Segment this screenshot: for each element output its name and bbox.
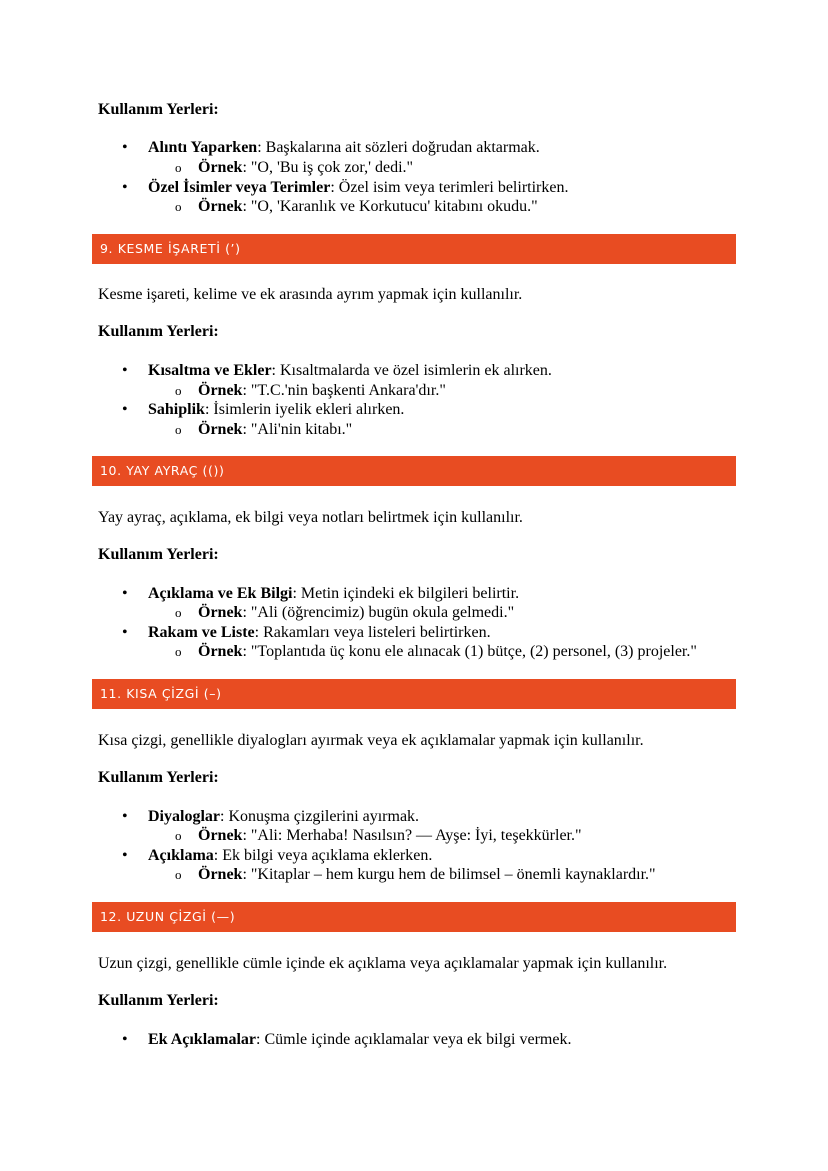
- example-item: [198, 420, 352, 440]
- item-desc: : Cümle içinde açıklamalar veya ek bilgi vermek.: [256, 1031, 572, 1048]
- list-item: [148, 623, 491, 643]
- item-term: Rakam ve Liste: [148, 624, 255, 641]
- item-term: Alıntı Yaparken: [148, 139, 258, 156]
- section-header-bar: [92, 234, 736, 264]
- example-item: [198, 642, 697, 662]
- list-item: [148, 361, 552, 381]
- section-title: 12. UZUN ÇİZGİ (—): [100, 909, 236, 924]
- section-title: 10. YAY AYRAÇ (()): [100, 463, 225, 478]
- example-item: [198, 826, 582, 846]
- example-label: Örnek: [198, 198, 243, 215]
- example-text: : "T.C.'nin başkenti Ankara'dır.": [242, 382, 446, 399]
- item-term: Kısaltma ve Ekler: [148, 362, 272, 379]
- list-item: [148, 584, 519, 604]
- example-text: : "Ali: Merhaba! Nasılsın? — Ayşe: İyi, teşekkürler.": [242, 827, 582, 844]
- example-item: [198, 603, 514, 623]
- example-text: : "Kitaplar – hem kurgu hem de bilimsel – önemli kaynaklardır.": [242, 866, 656, 883]
- section-description: Kısa çizgi, genellikle diyalogları ayırmak veya ek açıklamalar yapmak için kullanılır.: [98, 732, 644, 749]
- item-term: Sahiplik: [148, 401, 205, 418]
- usage-heading: Kullanım Yerleri:: [98, 101, 219, 118]
- example-item: [198, 865, 656, 885]
- item-desc: : Özel isim veya terimleri belirtirken.: [330, 179, 569, 196]
- item-term: Açıklama: [148, 847, 214, 864]
- example-item: [198, 158, 413, 178]
- example-text: : "Toplantıda üç konu ele alınacak (1) bütçe, (2) personel, (3) projeler.": [242, 643, 697, 660]
- example-label: Örnek: [198, 604, 243, 621]
- section-header-bar: [92, 679, 736, 709]
- section-title: 9. KESME İŞARETİ (’): [100, 241, 241, 256]
- example-label: Örnek: [198, 866, 243, 883]
- list-item: [148, 138, 540, 158]
- example-text: : "O, 'Bu iş çok zor,' dedi.": [242, 159, 414, 176]
- item-term: Açıklama ve Ek Bilgi: [148, 585, 293, 602]
- list-item: [148, 178, 568, 198]
- example-item: [198, 197, 538, 217]
- section-description: Yay ayraç, açıklama, ek bilgi veya notları belirtmek için kullanılır.: [98, 509, 523, 526]
- usage-heading: Kullanım Yerleri:: [98, 546, 219, 563]
- item-desc: : Metin içindeki ek bilgileri belirtir.: [292, 585, 520, 602]
- section-description: Uzun çizgi, genellikle cümle içinde ek açıklama veya açıklamalar yapmak için kullanılır.: [98, 955, 668, 972]
- item-desc: : Konuşma çizgilerini ayırmak.: [220, 808, 420, 825]
- item-desc: : Rakamları veya listeleri belirtirken.: [254, 624, 491, 641]
- section-header-bar: [92, 456, 736, 486]
- list-item: [148, 400, 404, 420]
- item-term: Özel İsimler veya Terimler: [148, 179, 331, 196]
- example-label: Örnek: [198, 643, 243, 660]
- example-item: [198, 381, 446, 401]
- usage-heading: Kullanım Yerleri:: [98, 323, 219, 340]
- list-item: [148, 846, 432, 866]
- example-label: Örnek: [198, 827, 243, 844]
- list-item: [148, 1030, 571, 1050]
- example-text: : "Ali'nin kitabı.": [242, 421, 353, 438]
- example-label: Örnek: [198, 421, 243, 438]
- example-label: Örnek: [198, 159, 243, 176]
- usage-heading: Kullanım Yerleri:: [98, 769, 219, 786]
- example-text: : "O, 'Karanlık ve Korkutucu' kitabını okudu.": [242, 198, 538, 215]
- list-item: [148, 807, 419, 827]
- section-header-bar: [92, 902, 736, 932]
- item-term: Diyaloglar: [148, 808, 220, 825]
- item-desc: : Kısaltmalarda ve özel isimlerin ek alırken.: [271, 362, 552, 379]
- section-description: Kesme işareti, kelime ve ek arasında ayrım yapmak için kullanılır.: [98, 286, 523, 303]
- item-desc: : Ek bilgi veya açıklama eklerken.: [213, 847, 433, 864]
- example-label: Örnek: [198, 382, 243, 399]
- usage-heading: Kullanım Yerleri:: [98, 992, 219, 1009]
- example-text: : "Ali (öğrencimiz) bugün okula gelmedi.": [242, 604, 515, 621]
- item-desc: : Başkalarına ait sözleri doğrudan aktarmak.: [257, 139, 540, 156]
- item-term: Ek Açıklamalar: [148, 1031, 257, 1048]
- section-title: 11. KISA ÇİZGİ (–): [100, 686, 222, 701]
- item-desc: : İsimlerin iyelik ekleri alırken.: [204, 401, 405, 418]
